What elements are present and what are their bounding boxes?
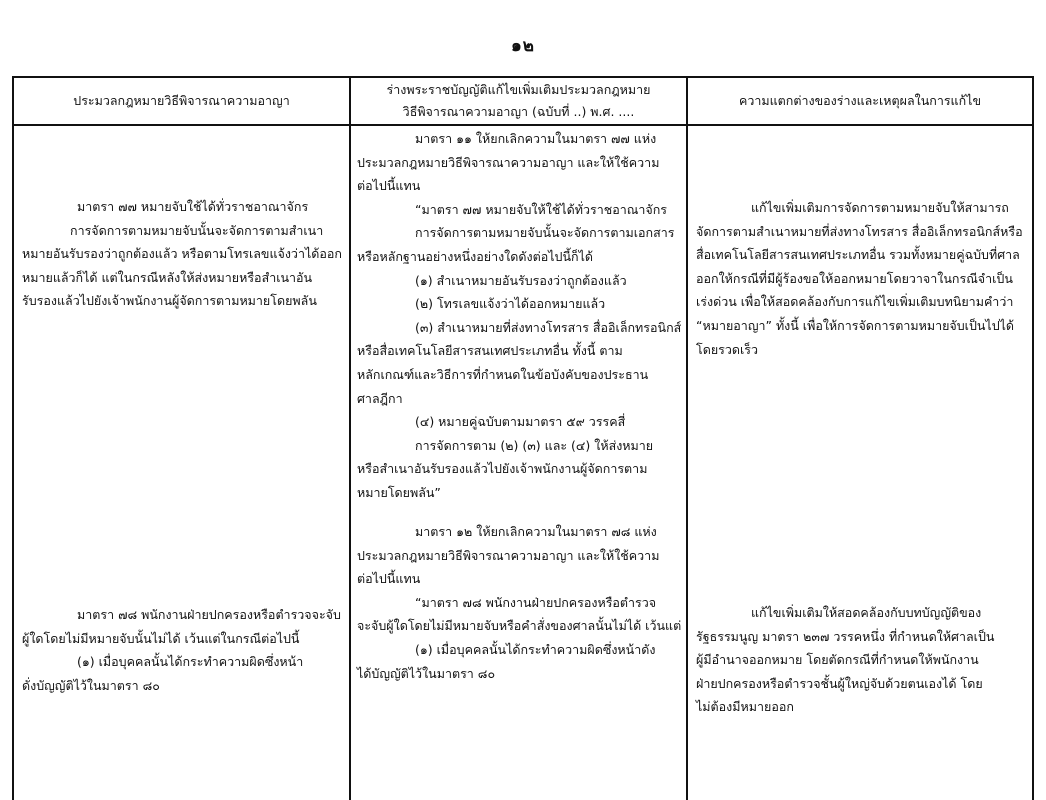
draft-article-12 xyxy=(357,520,681,685)
article-11-line: หรือสำเนาอันรับรองแล้วไปยังเจ้าพนักงานผู้จัดการตาม xyxy=(357,461,648,477)
header-draft-act xyxy=(351,78,686,124)
article-11-line: หลักเกณฑ์และวิธีการที่กำหนดในข้อบังคับของประธาน xyxy=(357,366,649,382)
reason-2-line: ฝ่ายปกครองหรือตำรวจชั้นผู้ใหญ่จับด้วยตนเองได้ โดย xyxy=(696,675,983,691)
reason-2-line: ผู้มีอำนาจออกหมาย โดยตัดกรณีที่กำหนดให้พนักงาน xyxy=(696,652,979,668)
reason-1-line: จัดการตามสำเนาหมายที่ส่งทางโทรสาร สื่ออิเล็กทรอนิกส์หรือ xyxy=(696,223,1023,239)
table-right-border xyxy=(1032,76,1034,800)
section-77-line: รับรองแล้วไปยังเจ้าพนักงานผู้จัดการตามหมายโดยพลัน xyxy=(22,293,317,309)
article-11-line: หมายโดยพลัน” xyxy=(357,484,441,500)
section-78-line: ผู้ใดโดยไม่มีหมายจับนั้นไม่ได้ เว้นแต่ในกรณีต่อไปนี้ xyxy=(22,630,300,646)
article-12-line: (๑) เมื่อบุคคลนั้นได้กระทำความผิดซึ่งหน้าดัง xyxy=(415,641,656,657)
article-12-line: “มาตรา ๗๘ พนักงานฝ่ายปกครองหรือตำรวจ xyxy=(415,594,657,610)
article-12-line: ประมวลกฎหมายวิธีพิจารณาความอาญา และให้ใช้ความ xyxy=(357,547,660,563)
section-78-line: ดั่งบัญญัติไว้ในมาตรา ๘๐ xyxy=(22,677,160,693)
article-11-line: หรือสื่อเทคโนโลยีสารสนเทศประเภทอื่น ทั้งนี้ ตาม xyxy=(357,343,623,359)
section-77-line: หมายอันรับรองว่าถูกต้องแล้ว หรือตามโทรเลขแจ้งว่าได้ออก xyxy=(22,246,342,262)
section-78-line: มาตรา ๗๘ พนักงานฝ่ายปกครองหรือตำรวจจะจับ xyxy=(77,607,341,622)
reason-section-78 xyxy=(696,601,994,719)
reason-1-line: โดยรวดเร็ว xyxy=(696,341,759,357)
article-11-line: ศาลฎีกา xyxy=(357,390,403,406)
article-11-line: ประมวลกฎหมายวิธีพิจารณาความอาญา และให้ใช้ความ xyxy=(357,154,660,170)
header-differences-text: ความแตกต่างของร่างและเหตุผลในการแก้ไข xyxy=(738,93,982,108)
table-left-border xyxy=(12,76,14,800)
reason-2-line: ไม่ต้องมีหมายออก xyxy=(696,699,794,715)
reason-2-line: แก้ไขเพิ่มเติมให้สอดคล้องกับบทบัญญัติของ xyxy=(751,605,982,620)
section-77-line: การจัดการตามหมายจับนั้นจะจัดการตามสำเนา xyxy=(70,222,324,238)
article-11-line: มาตรา ๑๑ ให้ยกเลิกความในมาตรา ๗๗ แห่ง xyxy=(415,131,657,146)
article-11-line: (๓) สำเนาหมายที่ส่งทางโทรสาร สื่ออิเล็กทรอนิกส์ xyxy=(415,319,682,335)
column-divider-1 xyxy=(349,76,351,800)
article-12-line: มาตรา ๑๒ ให้ยกเลิกความในมาตรา ๗๘ แห่ง xyxy=(415,524,657,539)
article-12-line: ต่อไปนี้แทน xyxy=(357,571,421,587)
current-law-section-78 xyxy=(22,603,341,697)
header-current-law-text: ประมวลกฎหมายวิธีพิจารณาความอาญา xyxy=(73,93,290,108)
table-header-separator xyxy=(12,124,1034,126)
article-11-line: “มาตรา ๗๗ หมายจับให้ใช้ได้ทั่วราชอาณาจักร xyxy=(415,201,667,217)
reason-2-line: รัฐธรรมนูญ มาตรา ๒๓๗ วรรคหนึ่ง ที่กำหนดให้ศาลเป็น xyxy=(696,628,995,644)
header-current-law xyxy=(14,78,349,124)
draft-article-11 xyxy=(357,127,681,505)
current-law-section-77 xyxy=(22,195,342,313)
section-78-line: (๑) เมื่อบุคคลนั้นได้กระทำความผิดซึ่งหน้า xyxy=(77,654,304,670)
reason-1-line: ออกให้กรณีที่มีผู้ร้องขอให้ออกหมายโดยวาจาในกรณีจำเป็น xyxy=(696,270,1013,286)
reason-section-77 xyxy=(696,196,1023,361)
header-draft-act-line2: วิธีพิจารณาความอาญา (ฉบับที่ ..) พ.ศ. .... xyxy=(402,104,635,119)
reason-1-line: สื่อเทคโนโลยีสารสนเทศประเภทอื่น รวมทั้งหมายคู่ฉบับที่ศาล xyxy=(696,247,1020,263)
article-11-line: (๑) สำเนาหมายอันรับรองว่าถูกต้องแล้ว xyxy=(415,272,627,288)
article-12-line: ได้บัญญัติไว้ในมาตรา ๘๐ xyxy=(357,665,496,681)
article-12-line: จะจับผู้ใดโดยไม่มีหมายจับหรือคำสั่งของศาลนั้นไม่ได้ เว้นแต่ xyxy=(357,618,682,634)
article-11-line: ต่อไปนี้แทน xyxy=(357,178,421,194)
article-11-line: การจัดการตามหมายจับนั้นจะจัดการตามเอกสาร xyxy=(415,225,675,241)
article-11-line: (๒) โทรเลขแจ้งว่าได้ออกหมายแล้ว xyxy=(415,296,606,312)
column-divider-2 xyxy=(686,76,688,800)
section-77-line: หมายแล้วก็ได้ แต่ในกรณีหลังให้ส่งหมายหรือสำเนาอัน xyxy=(22,269,313,285)
section-77-line: มาตรา ๗๗ หมายจับใช้ได้ทั่วราชอาณาจักร xyxy=(77,199,309,214)
article-11-line: การจัดการตาม (๒) (๓) และ (๔) ให้ส่งหมาย xyxy=(415,437,654,453)
article-11-line: หรือหลักฐานอย่างหนึ่งอย่างใดดังต่อไปนี้ก็ได้ xyxy=(357,248,593,264)
reason-1-line: แก้ไขเพิ่มเติมการจัดการตามหมายจับให้สามารถ xyxy=(751,200,1009,215)
reason-1-line: เร่งด่วน เพื่อให้สอดคล้องกับการแก้ไขเพิ่มเติมบทนิยามคำว่า xyxy=(696,294,1014,310)
header-draft-act-line1: ร่างพระราชบัญญัติแก้ไขเพิ่มเติมประมวลกฎหมาย xyxy=(386,82,651,97)
page-number: ๑๒ xyxy=(511,36,535,56)
header-differences xyxy=(688,78,1032,124)
article-11-line: (๔) หมายคู่ฉบับตามมาตรา ๕๙ วรรคสี่ xyxy=(415,414,626,430)
reason-1-line: “หมายอาญา” ทั้งนี้ เพื่อให้การจัดการตามหมายจับเป็นไปได้ xyxy=(696,317,1015,333)
